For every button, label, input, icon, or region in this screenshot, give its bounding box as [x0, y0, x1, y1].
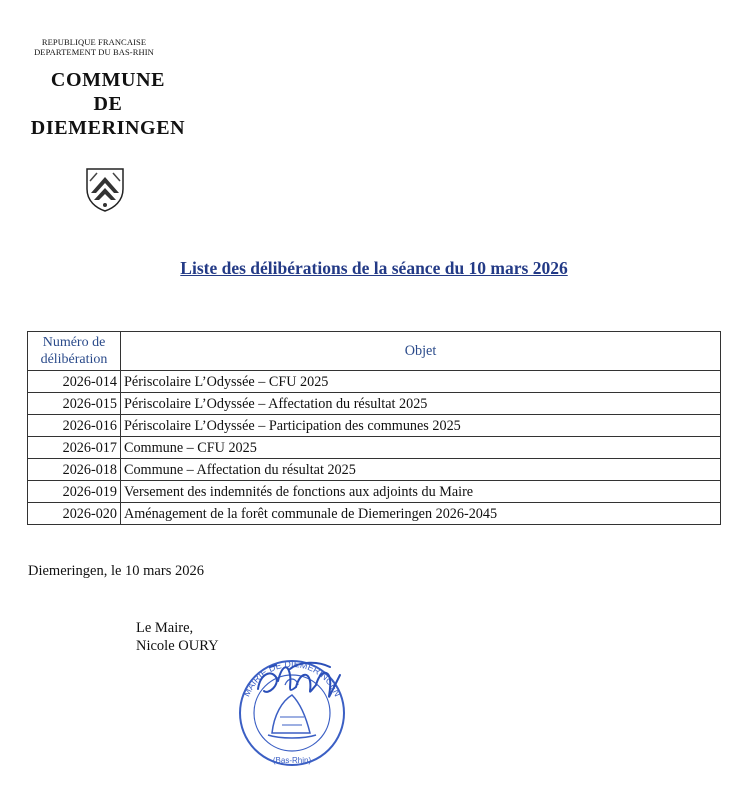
table-row — [28, 415, 721, 437]
deliberation-object: Commune – Affectation du résultat 2025 — [121, 459, 721, 481]
column-header-number — [28, 332, 121, 371]
column-header-object: Objet — [121, 332, 721, 371]
deliberation-object: Aménagement de la forêt communale de Diemeringen 2026-2045 — [121, 503, 721, 525]
page-title: Liste des délibérations de la séance du 10 mars 2026 — [180, 258, 568, 278]
svg-text:(Bas-Rhin): (Bas-Rhin) — [272, 756, 312, 765]
deliberations-table — [27, 331, 721, 525]
deliberation-number: 2026-019 — [28, 481, 121, 503]
coat-of-arms-icon — [84, 167, 126, 213]
header-number-line-2: délibération — [40, 352, 108, 367]
official-stamp-and-signature — [230, 655, 360, 775]
deliberation-number: 2026-014 — [28, 371, 121, 393]
signer-title: Le Maire, — [136, 620, 194, 636]
deliberation-object: Périscolaire L’Odyssée – CFU 2025 — [121, 371, 721, 393]
commune-name — [20, 68, 196, 140]
deliberation-object: Périscolaire L’Odyssée – Participation des communes 2025 — [121, 415, 721, 437]
commune-line-3: DIEMERINGEN — [30, 117, 186, 139]
department-header: DEPARTEMENT DU BAS-RHIN — [34, 47, 154, 57]
commune-line-1: COMMUNE — [50, 69, 166, 91]
republic-header: REPUBLIQUE FRANCAISE — [41, 37, 147, 47]
deliberation-object: Périscolaire L’Odyssée – Affectation du résultat 2025 — [121, 393, 721, 415]
table-row — [28, 393, 721, 415]
svg-text:MAIRIE DE DIEMERINGEN: MAIRIE DE DIEMERINGEN — [241, 658, 343, 699]
table-header-row — [28, 332, 721, 371]
deliberation-number: 2026-015 — [28, 393, 121, 415]
deliberation-number: 2026-020 — [28, 503, 121, 525]
deliberation-number: 2026-017 — [28, 437, 121, 459]
deliberation-number: 2026-016 — [28, 415, 121, 437]
deliberation-number: 2026-018 — [28, 459, 121, 481]
table-row — [28, 371, 721, 393]
signer-name: Nicole OURY — [136, 638, 219, 654]
table-row — [28, 459, 721, 481]
table-row — [28, 503, 721, 525]
place-and-date: Diemeringen, le 10 mars 2026 — [28, 563, 204, 579]
deliberation-object: Commune – CFU 2025 — [121, 437, 721, 459]
header-number-line-1: Numéro de — [42, 335, 106, 350]
table-row — [28, 481, 721, 503]
deliberation-object: Versement des indemnités de fonctions aux adjoints du Maire — [121, 481, 721, 503]
commune-line-2: DE — [93, 93, 123, 115]
table-row — [28, 437, 721, 459]
